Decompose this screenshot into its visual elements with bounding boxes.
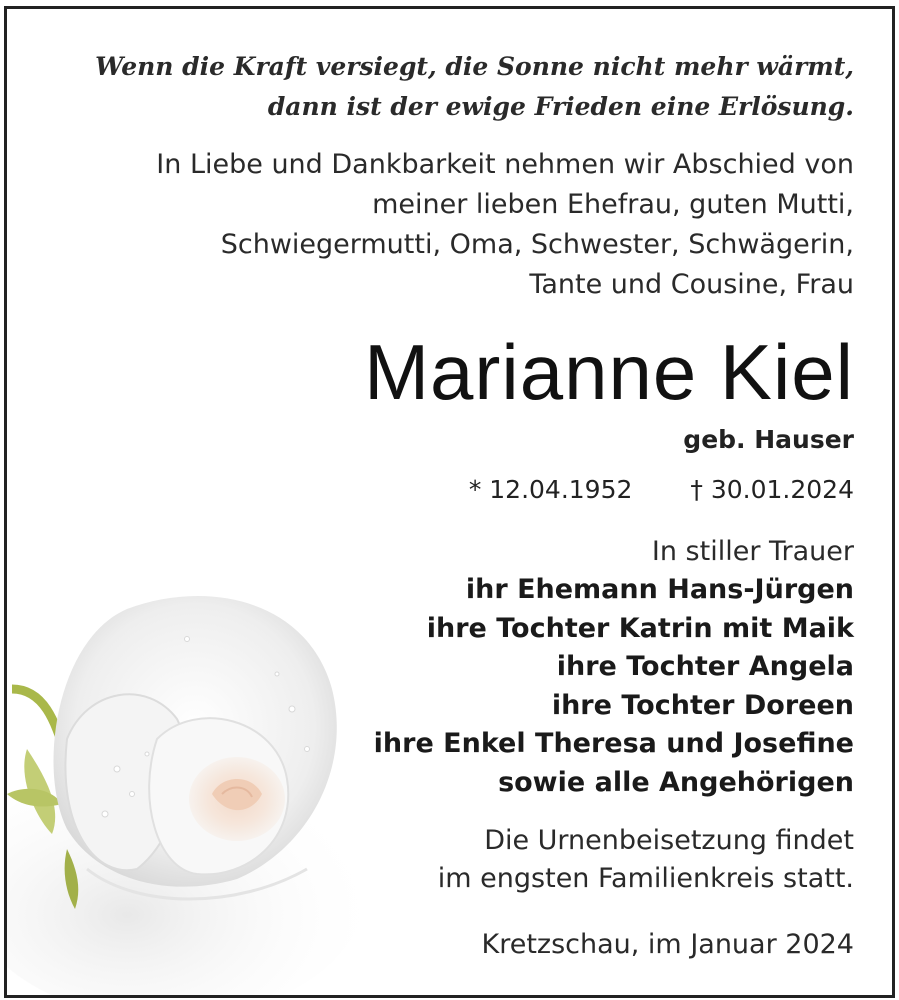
mourner-entry: ihre Tochter Katrin mit Maik — [426, 612, 854, 644]
life-dates — [34, 473, 854, 507]
farewell-intro — [34, 145, 854, 305]
mourner-entry: ihre Tochter Angela — [556, 651, 854, 682]
intro-line: Tante und Cousine, Frau — [529, 269, 854, 300]
maiden-name: geb. Hauser — [683, 425, 854, 454]
birth-date: * 12.04.1952 — [468, 475, 633, 504]
death-date: † 30.01.2024 — [690, 475, 854, 504]
burial-notice — [34, 822, 854, 898]
mourner-entry: ihre Tochter Doreen — [551, 689, 854, 721]
intro-line: Schwiegermutti, Oma, Schwester, Schwägerin, — [220, 229, 854, 260]
quote-line: dann ist der ewige Frieden eine Erlösung. — [267, 92, 854, 121]
intro-line: meiner lieben Ehefrau, guten Mutti, — [372, 189, 854, 220]
obituary-frame — [4, 6, 895, 998]
mourner-entry: sowie alle Angehörigen — [498, 766, 854, 798]
mourners-list — [34, 571, 854, 802]
memorial-quote — [34, 47, 854, 127]
quote-line: Wenn die Kraft versiegt, die Sonne nicht mehr wärmt, — [95, 52, 854, 81]
intro-line: In Liebe und Dankbarkeit nehmen wir Abschied von — [156, 149, 854, 180]
deceased-name: Marianne Kiel — [364, 328, 854, 416]
place-and-date: Kretzschau, im Januar 2024 — [481, 929, 854, 960]
mourner-entry: ihre Enkel Theresa und Josefine — [373, 728, 854, 759]
notice-line: Die Urnenbeisetzung findet — [484, 825, 854, 856]
mourner-entry: ihr Ehemann Hans-Jürgen — [465, 574, 854, 605]
notice-line: im engsten Familienkreis statt. — [437, 863, 854, 894]
mourning-intro: In stiller Trauer — [651, 536, 854, 567]
obituary-text — [34, 47, 854, 964]
